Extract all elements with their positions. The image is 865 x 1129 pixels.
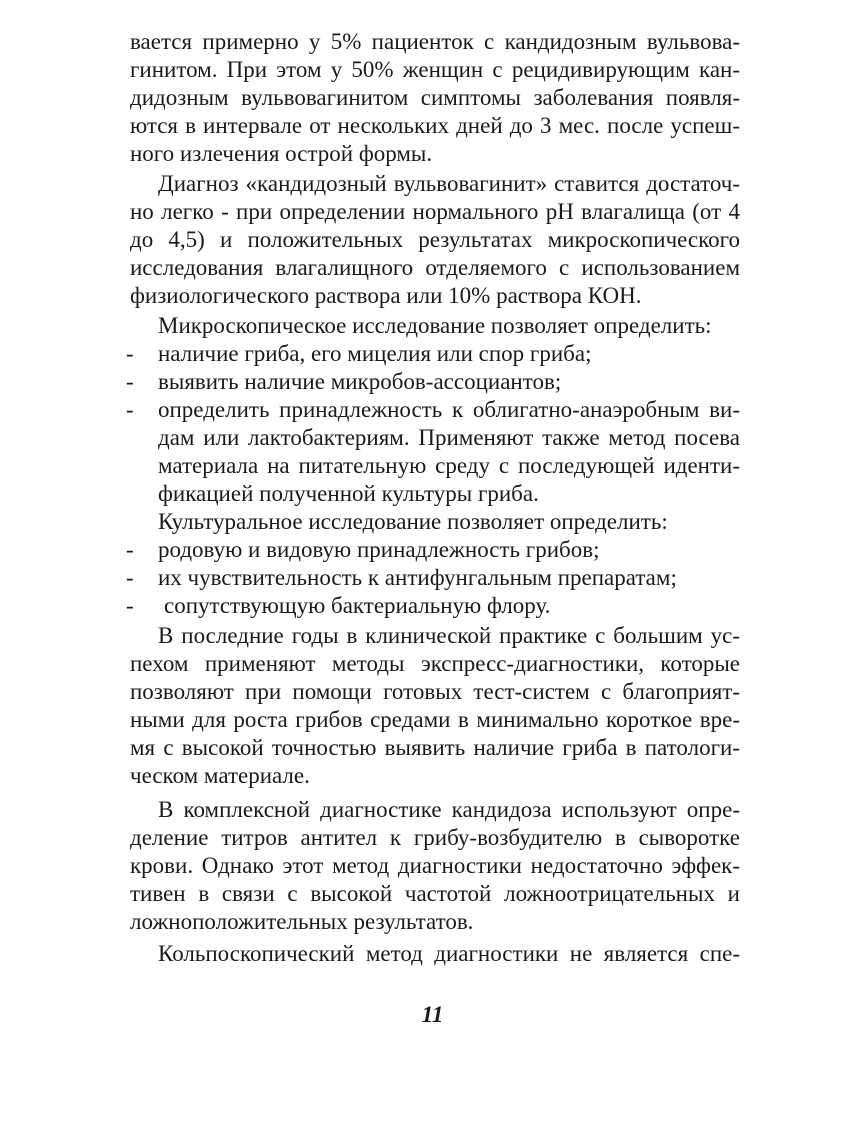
text-line: исследования влагалищного отделяемого с использованием [130,255,740,280]
list-item-continuation: дам или лактобактериям. Применяют также метод посева [158,425,740,450]
list-item-continuation: фикацией полученной культуры гриба. [158,481,539,506]
text-line: ными для роста грибов средами в минимально короткое вре- [130,707,740,732]
text-line: ного излечения острой формы. [130,141,433,166]
text-line: до 4,5) и положительных результатах микроскопического [130,227,740,252]
list-item: сопутствующую бактериальную флору. [164,593,551,618]
list-marker: - [126,565,134,590]
text-line: ложноположительных результатов. [130,909,474,934]
text-line: ются в интервале от нескольких дней до 3 мес. после успеш- [130,113,740,138]
text-line: но легко - при определении нормального pH влагалища (от 4 [130,199,740,224]
text-line: В комплексной диагностике кандидоза используют опре- [158,797,740,822]
text-line: крови. Однако этот метод диагностики недостаточно эффек- [130,853,740,878]
text-line: тивен в связи с высокой частотой ложноотрицательных и [130,881,740,906]
list-item: определить принадлежность к облигатно-анаэробным ви- [158,397,740,422]
page-number: 11 [421,1002,444,1027]
text-line: мя с высокой точностью выявить наличие гриба в патологи- [130,735,740,760]
list-intro: Культуральное исследование позволяет определить: [158,509,668,534]
text-line: деление титров антител к грибу-возбудителю в сыворотке [130,825,740,850]
text-line: вается примерно у 5% пациенток с кандидозным вульвова- [130,29,740,54]
text-line: Диагноз «кандидозный вульвовагинит» ставится достаточ- [158,171,740,196]
list-marker: - [126,397,134,422]
text-line: физиологического раствора или 10% раствора КОН. [130,283,642,308]
text-line: позволяют при помощи готовых тест-систем с благоприят- [130,679,740,704]
text-line: гинитом. При этом у 50% женщин с рецидивирующим кан- [130,57,740,82]
list-item-continuation: материала на питательную среду с последующей иденти- [158,453,740,478]
list-marker: - [126,537,134,562]
text-line: дидозным вульвовагинитом симптомы заболевания появля- [130,85,740,110]
list-marker: - [126,341,134,366]
list-item: родовую и видовую принадлежность грибов; [158,537,600,562]
list-marker: - [126,369,134,394]
text-line: пехом применяют методы экспресс-диагностики, которые [130,651,740,676]
list-marker: - [126,593,134,618]
list-item: наличие гриба, его мицелия или спор гриба; [158,341,592,366]
list-item: выявить наличие микробов-ассоциантов; [158,369,562,394]
list-intro: Микроскопическое исследование позволяет определить: [158,313,712,338]
text-line: В последние годы в клинической практике с большим ус- [158,623,740,648]
text-line: Кольпоскопический метод диагностики не является спе- [158,941,740,966]
text-line: ческом материале. [130,763,310,788]
list-item: их чувствительность к антифунгальным препаратам; [158,565,677,590]
